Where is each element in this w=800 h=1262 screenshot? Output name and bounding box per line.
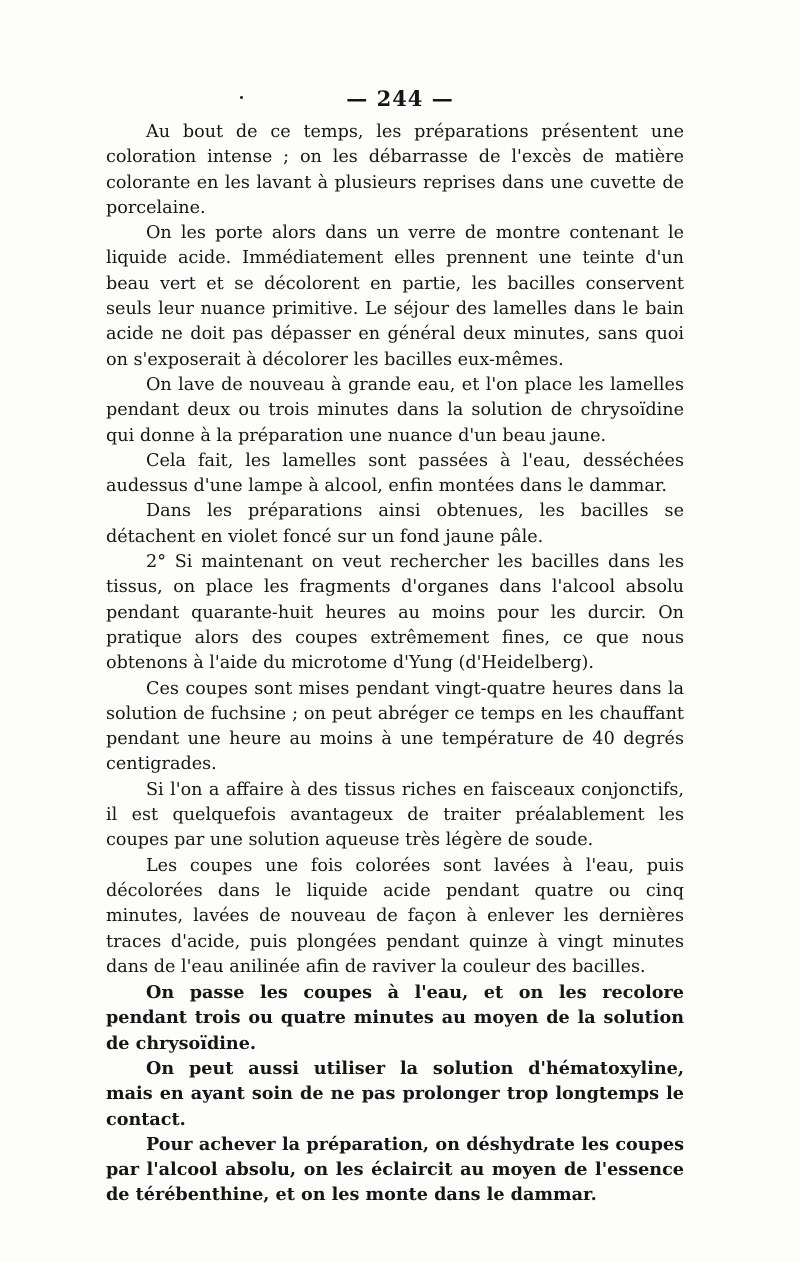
paragraph: Cela fait, les lamelles sont passées à l'eau, desséchées audessus d'une lampe à alcool, enfin montées dans le dammar. bbox=[106, 450, 684, 497]
paragraph: Les coupes une fois colorées sont lavées à l'eau, puis décolorées dans le liquide acide pendant quatre ou cinq minutes, lavées de nouveau de façon à enlever les dernières traces d'acide, puis plongées pendant quinze à vingt minutes dans de l'eau anilinée afin de raviver la couleur des bacilles. bbox=[106, 855, 684, 977]
paragraph: On lave de nouveau à grande eau, et l'on place les lamelles pendant deux ou trois minutes dans la solution de chrysoïdine qui donne à la préparation une nuance d'un beau jaune. bbox=[106, 374, 684, 446]
paragraph: Pour achever la préparation, on déshydrate les coupes par l'alcool absolu, on les éclaircit au moyen de l'essence de térébenthine, et on les monte dans le dammar. bbox=[106, 1133, 684, 1206]
page-number: — 244 — bbox=[346, 86, 454, 111]
paragraph: On les porte alors dans un verre de montre contenant le liquide acide. Immédiatement elles prennent une teinte d'un beau vert et se décolorent en partie, les bacilles conservent seuls leur nuance primitive. Le séjour des lamelles dans le bain acide ne doit pas dépasser en général deux minutes, sans quoi on s'exposerait à décolorer les bacilles eux-mêmes. bbox=[106, 223, 684, 370]
paragraph: On passe les coupes à l'eau, et on les recolore pendant trois ou quatre minutes au moyen de la solution de chrysoïdine. bbox=[106, 982, 684, 1054]
paragraph: 2° Si maintenant on veut rechercher les bacilles dans les tissus, on place les fragments d'organes dans l'alcool absolu pendant quarante-huit heures au moins pour les durcir. On pratique alors des coupes extrêmement fines, ce que nous obtenons à l'aide du microtome d'Yung (d'Heidelberg). bbox=[106, 552, 684, 674]
paragraph: Au bout de ce temps, les préparations présentent une coloration intense ; on les débarrasse de l'excès de matière colorante en les lavant à plusieurs reprises dans une cuvette de porcelaine. bbox=[106, 122, 684, 218]
paragraph: Ces coupes sont mises pendant vingt-quatre heures dans la solution de fuchsine ; on peut abréger ce temps en les chauffant pendant une heure au moins à une température de 40 degrés centigrades. bbox=[106, 678, 684, 775]
paragraph: On peut aussi utiliser la solution d'hématoxyline, mais en ayant soin de ne pas prolonger trop longtemps le contact. bbox=[106, 1057, 684, 1130]
body-text bbox=[106, 120, 684, 1208]
paragraph: Dans les préparations ainsi obtenues, les bacilles se détachent en violet foncé sur un fond jaune pâle. bbox=[106, 501, 684, 547]
paragraph: Si l'on a affaire à des tissus riches en faisceaux conjonctifs, il est quelquefois avantageux de traiter préalablement les coupes par une solution aqueuse très légère de soude. bbox=[106, 779, 684, 851]
